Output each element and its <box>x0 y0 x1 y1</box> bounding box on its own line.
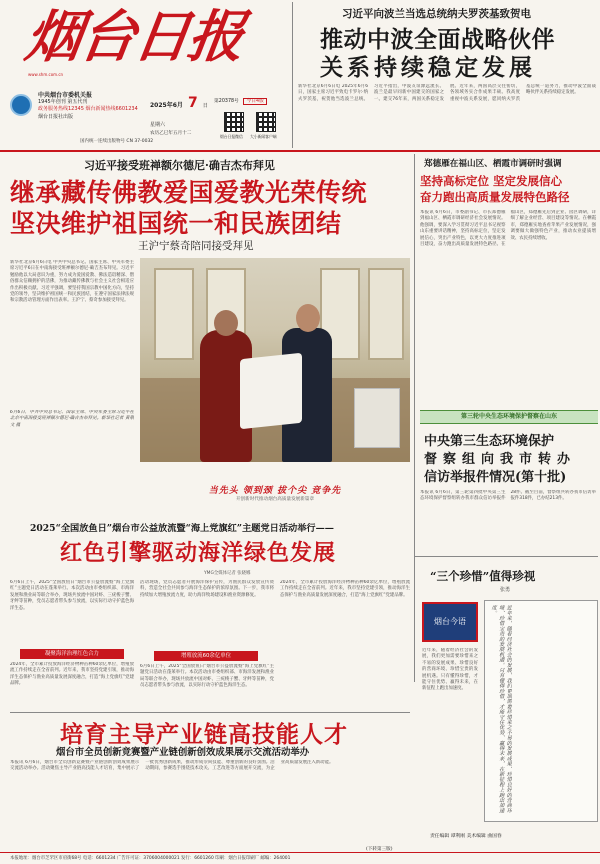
top-story <box>298 0 598 150</box>
edition-count: 今日4版 <box>243 98 266 105</box>
right-body: 本报讯 6月6日，市委副书记、市长郑德雁到福山区、栖霞市调研经济社会发展情况。他强调，要深入学习贯彻习近平总书记视察山东重要讲话精神，坚持高标定位，坚定发展信心，突出产业特色，以更大力度推进项目建设，奋力跑出高质量发展特色路径。在福山区，郑德雁先后到企业、园区调研，详细了解企业经营、项目建设等情况。在栖霞市，郑德雁实地查看苹果产业发展情况，强调要做大做强特色产业，推动农业提质增效、农民持续增收。 <box>420 210 596 248</box>
talent-body: 本报讯 6月6日，烟台市全员创新竞赛暨产业链创新创效成果展示交流活动举办。活动聚焦主导产业链高技能人才培育，集中展示了一批优秀创新成果，推动形成崇尚技能、尊重创新的良好氛围。活动期间，参赛选手围绕技术攻关、工艺改进等方面展开交流，为企业高质量发展注入新动能。 <box>10 760 334 772</box>
photo-caption: 6月6日，中共中央总书记、国家主席、中央军委主席习近平在北京中南海接受班禅额尔德尼·确吉杰布拜见。新华社记者 黄敬文 摄 <box>10 410 134 428</box>
masthead-logo: 烟台日报 <box>21 4 247 70</box>
column-badge-text: 烟台今语 <box>434 617 466 626</box>
issue-info <box>214 97 267 104</box>
column-badge <box>422 602 478 642</box>
window-decor <box>154 268 194 360</box>
editors-line: 责任编辑 谭利刚 美术编辑 曲国春 <box>430 834 502 839</box>
date-weekday: 日 星期六 <box>150 103 208 128</box>
ocean-body3: 活动现场，党员志愿者开展海洋保护宣传，为渔民群众发放宣传资料，营造全社会共同参与海洋生态保护的浓厚氛围。下一步，我市将持续加大增殖放流力度，助力海洋牧场建设和渔业资源修复。 <box>140 580 274 598</box>
ocean-body1-cont: 6月6日上午，2025“全国放鱼日”烟台市公益放流暨“海上党旗红”主题党日活动在蓬莱举行。本次活动由市委组织部、市海洋发展和渔业局等联合举办，现场共放流中国对虾、三疣梭子蟹、牙鲆等苗种，党员志愿者带头参与放流，以实际行动守护蓝色海洋生态。 <box>140 664 274 689</box>
ocean-body2: 2024年，全市累计投放海洋经济物种苗种60余亿单位，增殖放流工作持续走在全省前列。近年来，我市坚持党建引领，推动海洋生态保护与渔业高质量发展深度融合，打造“海上党旗红”党建品牌。 <box>10 662 134 687</box>
top-story-kicker: 习近平向波兰当选总统纳夫罗茨基致贺电 <box>342 8 531 20</box>
chair-decor <box>354 388 400 448</box>
top-story-body: 新华社北京6月6日电 2025年6月6日，国家主席习近平致电卡罗尔·纳夫罗茨基，祝贺他当选波兰总统。习近平指出，中波友谊源远流长。波兰是最早同新中国建交的国家之一。建交76年来，两国关系稳定发展。近年来，两国高层交往密切，各领域务实合作成果丰硕。我高度重视中波关系发展，愿同纳夫罗茨基总统一道努力，推动中波全面战略伙伴关系持续稳定发展。 <box>298 84 596 102</box>
window-decor <box>368 268 404 360</box>
main-subhead: 王沪宁蔡奇陪同接受拜见 <box>138 240 254 252</box>
qr2-label: 大小新闻客户端 <box>250 134 277 139</box>
main-body: 新华社北京6月6日电 中共中央总书记、国家主席、中央军委主席习近平6日在中南海接受班禅额尔德尼·确吉杰布拜见。习近平勉励他以大局意识为重，努力成为爱国爱教、佛法造诣精深、僧俗群众信赖拥护的活佛，为推动藏传佛教与社会主义社会相适应作出积极贡献。习近平强调，要坚持我国宗教中国化方向，坚持党的领导，坚决维护祖国统一和民族团结，在遵守国家法律法规和宗教活动管理方面作出表率。王沪宁、蔡奇参加接受拜见。 <box>10 260 134 304</box>
date-month: 2025年6月 <box>150 102 183 109</box>
newspaper-seal-icon <box>10 94 32 116</box>
top-story-head1: 推动中波全面战略伙伴 <box>320 26 555 53</box>
issue-number: 第20378号 <box>214 99 239 104</box>
ocean-byline: YMG全媒体记者 张晓娜 <box>204 571 251 576</box>
treasure-body-left: 近年来，随着经济社会的发展，我们更加需要珍惜来之不易的发展成果、珍惜良好的营商环境、珍惜宝贵的发展机遇。只有懂得珍惜，才能守住优势、赢得未来，在新征程上跑出加速度。 <box>422 648 478 692</box>
treasure-author: 张勇 <box>500 587 511 593</box>
masthead-line4: 烟台日报社出版 <box>38 113 74 120</box>
masthead <box>0 0 290 152</box>
treasure-text: 近年来，随着经济社会的发展，我们更加需要珍惜来之不易的发展成果、珍惜良好的营商环境、珍惜宝贵的发展机遇。只有懂得珍惜，才能守住优势、赢得未来，在新征程上跑出加速度。 <box>490 605 512 813</box>
masthead-line2: 1945年创刊 第五代刊 <box>38 99 88 106</box>
ocean-label2 <box>154 651 258 661</box>
env-head2: 督察组向我市转办 <box>424 452 577 467</box>
slogan-text: 当先头 领到颈 拔个尖 竞争先 <box>208 486 342 496</box>
ocean-label2-text: 增殖放流60余亿单位 <box>181 653 231 659</box>
main-photo <box>140 258 410 462</box>
logo-url: www.shm.com.cn <box>28 72 64 77</box>
masthead-line1: 中共烟台市委机关报 <box>38 92 93 99</box>
ocean-body2-cont: 2024年，全市累计投放海洋经济物种苗种60余亿单位，增殖放流工作持续走在全省前列。近年来，我市坚持党建引领，推动海洋生态保护与渔业高质量发展深度融合，打造“海上党旗红”党建品牌。 <box>280 580 410 598</box>
top-story-head2: 关系持续稳定发展 <box>320 54 536 81</box>
talent-head: 培育主导产业链高技能人才 <box>60 721 348 748</box>
env-banner <box>420 410 598 424</box>
talent-more: (下转第三版) <box>366 847 393 852</box>
env-banner-text: 第三轮中央生态环境保护督察在山东 <box>460 413 557 420</box>
qr-code-icon <box>224 112 244 132</box>
scarf-decor <box>240 353 302 430</box>
env-head1: 中央第三生态环境保护 <box>424 434 555 449</box>
qr1-label: 烟台日报微信 <box>220 134 243 139</box>
treasure-title: “三个珍惜”值得珍视 <box>430 569 536 583</box>
footer-text: 本报地址：烟台市芝罘区市府街68号 电话：6601234 广告许可证：3706004000021 发行：6601260 印刷：烟台日报印刷厂 邮编：264001 <box>10 856 291 861</box>
masthead-line3: 政务服务热线12345 烟台新闻热线6601234 <box>38 106 138 113</box>
ocean-label1 <box>20 649 124 659</box>
date-day: 7 <box>187 95 198 111</box>
ocean-body1: 6月6日上午，2025“全国放鱼日”烟台市公益放流暨“海上党旗红”主题党日活动在蓬莱举行。本次活动由市委组织部、市海洋发展和渔业局等联合举办，现场共放流中国对虾、三疣梭子蟹、牙鲆等苗种，党员志愿者带头参与放流，以实际行动守护蓝色海洋生态。 <box>10 580 134 611</box>
right-head1: 坚持高标定位 坚定发展信心 <box>420 174 563 188</box>
main-headline-2: 坚决维护祖国统一和民族团结 <box>10 209 342 238</box>
masthead-line5: 国内统一连续出版物号 CN 37-0032 <box>80 139 154 144</box>
ocean-head: 红色引擎驱动海洋绿色发展 <box>60 540 337 566</box>
ocean-label1-text: 凝聚海洋治理红色合力 <box>45 651 99 657</box>
right-head2: 奋力跑出高质量发展特色路径 <box>420 190 570 204</box>
env-body: 本报讯 6月6日，第三轮第四批中央第三生态环境保护督察组转办我市群众信访举报件28件。截至目前，督察组共转办我市信访举报件318件，已办结213件。 <box>420 490 596 502</box>
env-head3: 信访举报件情况(第十批) <box>424 470 567 485</box>
date-lunar: 农历乙巳年五月十二 <box>150 131 192 136</box>
figure-head <box>214 310 238 336</box>
right-kicker: 郑德雁在福山区、栖霞市调研时强调 <box>424 159 562 169</box>
main-kicker: 习近平接受班禅额尔德尼·确吉杰布拜见 <box>84 159 275 172</box>
slogan-subtext: 开创新时代推动烟台高质量发展新篇章 <box>235 497 315 502</box>
qr-code-icon <box>256 112 276 132</box>
talent-subhead: 烟台市全员创新竞赛暨产业链创新创效成果展示交流活动举办 <box>56 747 310 758</box>
treasure-body <box>484 600 598 822</box>
figure-head <box>296 304 320 332</box>
masthead-info <box>38 92 148 121</box>
ocean-kicker: 2025“全国放鱼日”烟台市公益放流暨“海上党旗红”主题党日活动举行—— <box>30 523 334 534</box>
main-headline-1: 继承藏传佛教爱国爱教光荣传统 <box>10 178 368 207</box>
date-block <box>150 92 212 136</box>
slogan-strip <box>140 483 410 505</box>
